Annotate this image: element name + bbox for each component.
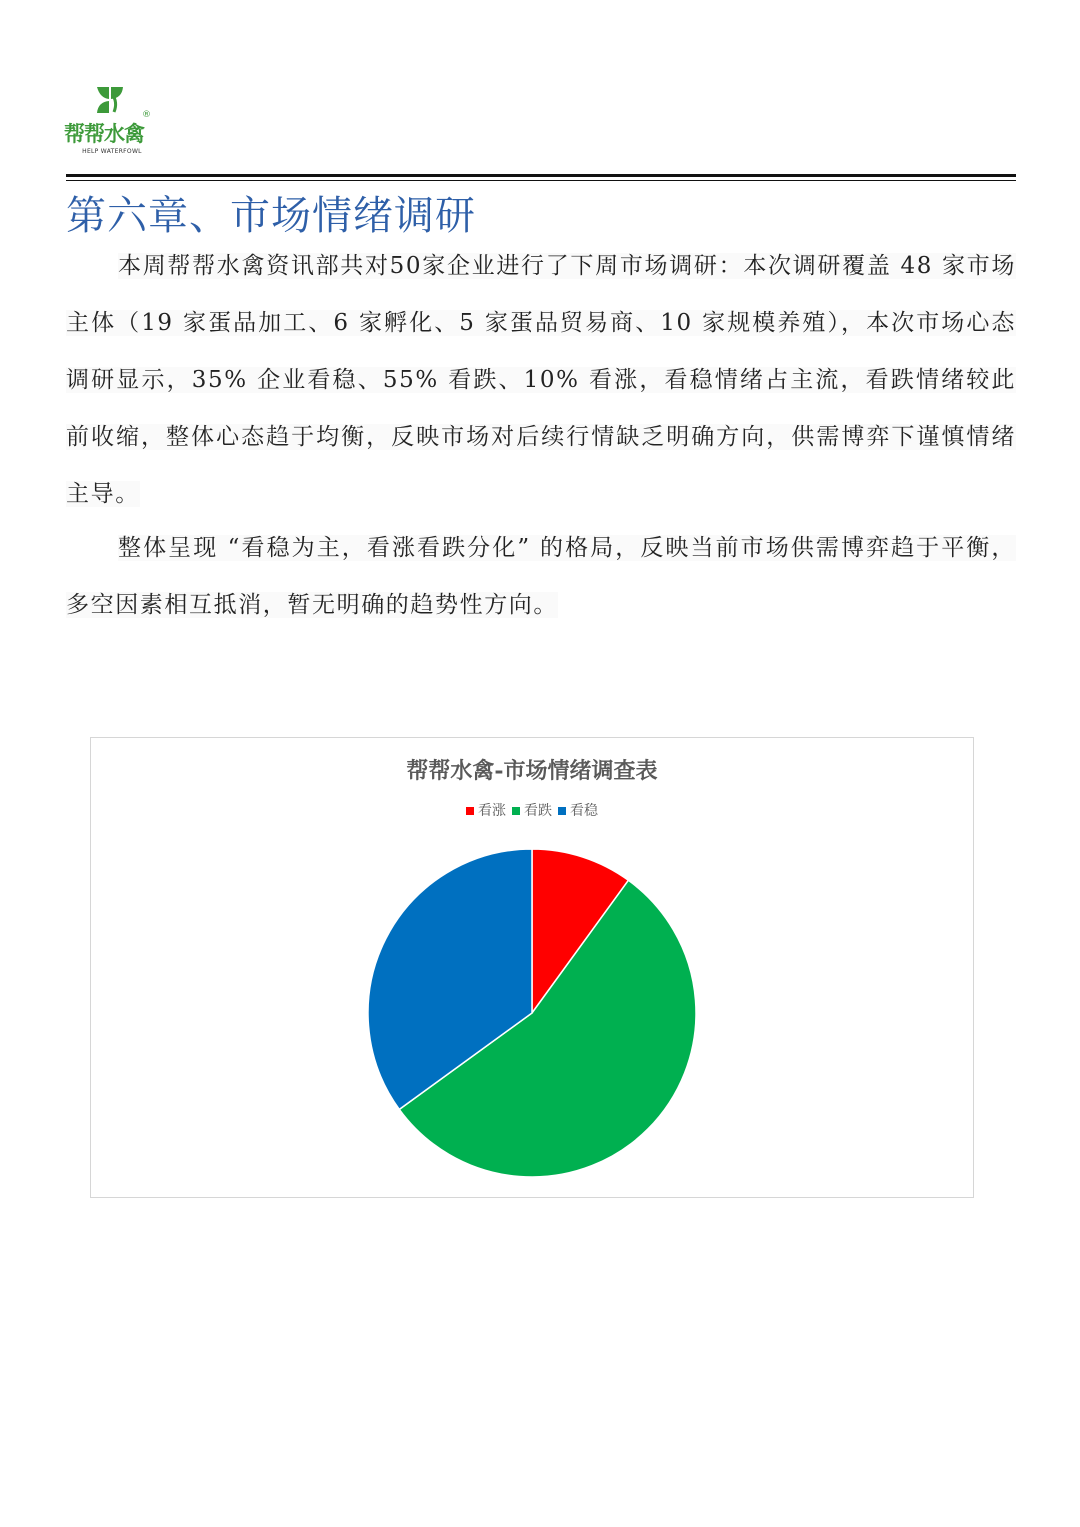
chapter-title: 第六章、市场情绪调研	[66, 193, 476, 239]
legend-label: 看稳	[570, 803, 598, 819]
pie-chart	[90, 737, 974, 1198]
legend-label: 看涨	[478, 803, 506, 819]
leaf-logo-icon	[94, 84, 126, 116]
paragraph-conclusion	[66, 520, 1016, 634]
logo-name: 帮帮水禽	[64, 122, 144, 146]
chart-title: 帮帮水禽-市场情绪调查表	[406, 758, 658, 784]
header-divider-thick	[66, 174, 1016, 177]
paragraph-text: 本周帮帮水禽资讯部共对50家企业进行了下周市场调研：本次调研覆盖 48 家市场主体（19 家蛋品加工、6 家孵化、5 家蛋品贸易商、10 家规模养殖），本次市场心态调研显示，35% 企业看稳、55% 看跌、10% 看涨，看稳情绪占主流，看跌情绪较此前收缩，整体心态趋于均衡，反映市场对后续行情缺乏明确方向，供需博弈下谨慎情绪主导。	[66, 253, 1016, 507]
header-divider-thin	[66, 180, 1016, 181]
pie-plot	[91, 738, 973, 1197]
logo-subtitle: HELP WATERFOWL	[82, 148, 142, 155]
paragraph-survey-summary	[66, 238, 1016, 523]
legend-label: 看跌	[524, 803, 552, 819]
registered-mark: ®	[142, 110, 151, 120]
paragraph-text: 整体呈现 “看稳为主，看涨看跌分化” 的格局，反映当前市场供需博弈趋于平衡，多空因素相互抵消，暂无明确的趋势性方向。	[66, 535, 1016, 618]
brand-logo	[64, 84, 160, 160]
